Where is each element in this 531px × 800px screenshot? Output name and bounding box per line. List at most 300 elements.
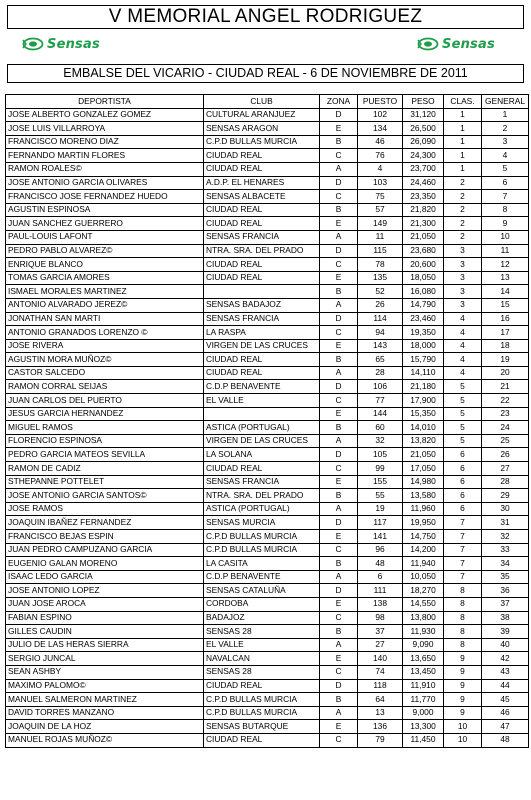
cell-puesto: 28 xyxy=(358,366,403,380)
cell-clas: 10 xyxy=(444,720,482,734)
cell-peso: 14,200 xyxy=(403,543,444,557)
table-row xyxy=(6,584,529,598)
cell-zona: A xyxy=(320,570,358,584)
cell-clas: 4 xyxy=(444,339,482,353)
cell-peso: 13,820 xyxy=(403,434,444,448)
cell-deportista: PEDRO PABLO ALVAREZ© xyxy=(6,244,204,258)
table-row xyxy=(6,475,529,489)
cell-club: CIUDAD REAL xyxy=(204,366,320,380)
cell-club: BADAJOZ xyxy=(204,611,320,625)
cell-zona: C xyxy=(320,665,358,679)
cell-zona: D xyxy=(320,584,358,598)
cell-clas: 2 xyxy=(444,176,482,190)
cell-clas: 4 xyxy=(444,353,482,367)
cell-peso: 18,050 xyxy=(403,271,444,285)
cell-peso: 15,350 xyxy=(403,407,444,421)
cell-clas: 1 xyxy=(444,122,482,136)
cell-peso: 21,820 xyxy=(403,203,444,217)
cell-zona: B xyxy=(320,693,358,707)
cell-peso: 23,680 xyxy=(403,244,444,258)
cell-general: 13 xyxy=(482,271,529,285)
cell-deportista: JOSE LUIS VILLARROYA xyxy=(6,122,204,136)
cell-club: ASTICA (PORTUGAL) xyxy=(204,502,320,516)
cell-peso: 24,460 xyxy=(403,176,444,190)
cell-general: 44 xyxy=(482,679,529,693)
cell-club: NAVALCAN xyxy=(204,652,320,666)
cell-deportista: JOSE RIVERA xyxy=(6,339,204,353)
cell-puesto: 155 xyxy=(358,475,403,489)
cell-puesto: 4 xyxy=(358,162,403,176)
cell-peso: 16,080 xyxy=(403,285,444,299)
table-row xyxy=(6,421,529,435)
event-subtitle: EMBALSE DEL VICARIO - CIUDAD REAL - 6 DE NOVIEMBRE DE 2011 xyxy=(7,64,524,83)
cell-peso: 10,050 xyxy=(403,570,444,584)
cell-peso: 18,270 xyxy=(403,584,444,598)
cell-deportista: JOAQUIN IBAÑEZ FERNANDEZ xyxy=(6,516,204,530)
cell-clas: 3 xyxy=(444,244,482,258)
table-row xyxy=(6,258,529,272)
cell-puesto: 55 xyxy=(358,489,403,503)
cell-club: CIUDAD REAL xyxy=(204,462,320,476)
cell-club: CIUDAD REAL xyxy=(204,162,320,176)
cell-clas: 3 xyxy=(444,285,482,299)
cell-deportista: JULIO DE LAS HERAS SIERRA xyxy=(6,638,204,652)
table-row xyxy=(6,285,529,299)
cell-clas: 2 xyxy=(444,190,482,204)
cell-zona: B xyxy=(320,135,358,149)
table-row xyxy=(6,516,529,530)
cell-peso: 21,050 xyxy=(403,448,444,462)
cell-club: A.D.P. EL HENARES xyxy=(204,176,320,190)
cell-zona: A xyxy=(320,502,358,516)
cell-peso: 17,050 xyxy=(403,462,444,476)
cell-deportista: MIGUEL RAMOS xyxy=(6,421,204,435)
cell-zona: B xyxy=(320,421,358,435)
cell-deportista: FABIAN ESPINO xyxy=(6,611,204,625)
cell-clas: 9 xyxy=(444,652,482,666)
cell-puesto: 57 xyxy=(358,203,403,217)
cell-club: LA SOLANA xyxy=(204,448,320,462)
cell-deportista: ENRIQUE BLANCO xyxy=(6,258,204,272)
cell-zona: A xyxy=(320,638,358,652)
page-title: V MEMORIAL ANGEL RODRIGUEZ xyxy=(7,5,524,29)
cell-clas: 6 xyxy=(444,475,482,489)
cell-clas: 7 xyxy=(444,530,482,544)
cell-puesto: 98 xyxy=(358,611,403,625)
table-row xyxy=(6,543,529,557)
cell-general: 16 xyxy=(482,312,529,326)
column-header-deportista: DEPORTISTA xyxy=(6,95,204,109)
column-header-zona: ZONA xyxy=(320,95,358,109)
cell-puesto: 134 xyxy=(358,122,403,136)
cell-puesto: 96 xyxy=(358,543,403,557)
cell-puesto: 105 xyxy=(358,448,403,462)
cell-general: 26 xyxy=(482,448,529,462)
cell-peso: 19,950 xyxy=(403,516,444,530)
cell-club: SENSAS 28 xyxy=(204,665,320,679)
cell-zona: B xyxy=(320,489,358,503)
cell-club: ASTICA (PORTUGAL) xyxy=(204,421,320,435)
cell-puesto: 79 xyxy=(358,733,403,747)
cell-clas: 8 xyxy=(444,597,482,611)
cell-deportista: JESUS GARCIA HERNANDEZ xyxy=(6,407,204,421)
cell-clas: 8 xyxy=(444,638,482,652)
table-row xyxy=(6,312,529,326)
cell-general: 31 xyxy=(482,516,529,530)
cell-deportista: GILLES CAUDIN xyxy=(6,625,204,639)
cell-zona: D xyxy=(320,244,358,258)
cell-club: SENSAS MURCIA xyxy=(204,516,320,530)
cell-general: 17 xyxy=(482,326,529,340)
cell-clas: 5 xyxy=(444,434,482,448)
column-header-peso: PESO xyxy=(403,95,444,109)
cell-general: 3 xyxy=(482,135,529,149)
cell-zona: E xyxy=(320,530,358,544)
cell-deportista: PEDRO GARCIA MATEOS SEVILLA xyxy=(6,448,204,462)
cell-deportista: CASTOR SALCEDO xyxy=(6,366,204,380)
cell-zona: E xyxy=(320,652,358,666)
cell-club: CIUDAD REAL xyxy=(204,217,320,231)
cell-deportista: JUAN PEDRO CAMPUZANO GARCIA xyxy=(6,543,204,557)
cell-general: 21 xyxy=(482,380,529,394)
table-row xyxy=(6,448,529,462)
cell-puesto: 65 xyxy=(358,353,403,367)
cell-zona: A xyxy=(320,706,358,720)
cell-general: 15 xyxy=(482,298,529,312)
cell-deportista: FRANCISCO JOSE FERNANDEZ HUEDO xyxy=(6,190,204,204)
cell-puesto: 77 xyxy=(358,394,403,408)
cell-deportista: RAMON CORRAL SEIJAS xyxy=(6,380,204,394)
cell-clas: 8 xyxy=(444,625,482,639)
cell-club: SENSAS ALBACETE xyxy=(204,190,320,204)
table-row xyxy=(6,135,529,149)
table-row xyxy=(6,230,529,244)
cell-puesto: 143 xyxy=(358,339,403,353)
cell-zona: B xyxy=(320,203,358,217)
table-row xyxy=(6,298,529,312)
table-row xyxy=(6,733,529,747)
cell-puesto: 75 xyxy=(358,190,403,204)
cell-general: 5 xyxy=(482,162,529,176)
table-row xyxy=(6,203,529,217)
cell-puesto: 48 xyxy=(358,557,403,571)
cell-puesto: 78 xyxy=(358,258,403,272)
cell-general: 35 xyxy=(482,570,529,584)
cell-club: C.P.D BULLAS MURCIA xyxy=(204,135,320,149)
cell-puesto: 140 xyxy=(358,652,403,666)
cell-deportista: FLORENCIO ESPINOSA xyxy=(6,434,204,448)
cell-zona: E xyxy=(320,271,358,285)
cell-club: C.P.D BULLAS MURCIA xyxy=(204,706,320,720)
sensas-logo-right xyxy=(417,36,495,52)
table-row xyxy=(6,557,529,571)
column-header-general: GENERAL xyxy=(482,95,529,109)
cell-peso: 14,550 xyxy=(403,597,444,611)
cell-club: SENSAS FRANCIA xyxy=(204,312,320,326)
cell-clas: 10 xyxy=(444,733,482,747)
cell-deportista: JUAN CARLOS DEL PUERTO xyxy=(6,394,204,408)
fish-logo-icon xyxy=(22,37,44,51)
cell-club: CIUDAD REAL xyxy=(204,271,320,285)
cell-deportista: TOMAS GARCIA AMORES xyxy=(6,271,204,285)
cell-deportista: ANTONIO GRANADOS LORENZO © xyxy=(6,326,204,340)
cell-clas: 2 xyxy=(444,230,482,244)
cell-zona: C xyxy=(320,394,358,408)
cell-clas: 7 xyxy=(444,570,482,584)
cell-deportista: MAXIMO PALOMO© xyxy=(6,679,204,693)
cell-puesto: 32 xyxy=(358,434,403,448)
cell-deportista: AGUSTIN MORA MUÑOZ© xyxy=(6,353,204,367)
table-row xyxy=(6,502,529,516)
cell-general: 19 xyxy=(482,353,529,367)
cell-club: SENSAS CATALUÑA xyxy=(204,584,320,598)
cell-general: 12 xyxy=(482,258,529,272)
cell-club: CIUDAD REAL xyxy=(204,679,320,693)
cell-zona: B xyxy=(320,557,358,571)
cell-general: 20 xyxy=(482,366,529,380)
cell-peso: 11,910 xyxy=(403,679,444,693)
cell-general: 36 xyxy=(482,584,529,598)
cell-peso: 11,960 xyxy=(403,502,444,516)
cell-club: LA RASPA xyxy=(204,326,320,340)
cell-club: SENSAS 28 xyxy=(204,625,320,639)
cell-deportista: STHEPANNE POTTELET xyxy=(6,475,204,489)
cell-deportista: JUAN SANCHEZ GUERRERO xyxy=(6,217,204,231)
table-row xyxy=(6,394,529,408)
cell-peso: 24,300 xyxy=(403,149,444,163)
cell-general: 2 xyxy=(482,122,529,136)
cell-clas: 6 xyxy=(444,502,482,516)
cell-general: 43 xyxy=(482,665,529,679)
table-row xyxy=(6,162,529,176)
cell-peso: 17,900 xyxy=(403,394,444,408)
cell-zona: E xyxy=(320,720,358,734)
cell-general: 7 xyxy=(482,190,529,204)
cell-puesto: 106 xyxy=(358,380,403,394)
table-row xyxy=(6,665,529,679)
cell-club: CIUDAD REAL xyxy=(204,149,320,163)
cell-puesto: 117 xyxy=(358,516,403,530)
cell-puesto: 74 xyxy=(358,665,403,679)
cell-zona: C xyxy=(320,326,358,340)
cell-clas: 1 xyxy=(444,108,482,122)
cell-puesto: 46 xyxy=(358,135,403,149)
table-row xyxy=(6,720,529,734)
cell-general: 18 xyxy=(482,339,529,353)
cell-puesto: 26 xyxy=(358,298,403,312)
table-row xyxy=(6,108,529,122)
cell-general: 34 xyxy=(482,557,529,571)
table-row xyxy=(6,380,529,394)
cell-general: 11 xyxy=(482,244,529,258)
cell-puesto: 13 xyxy=(358,706,403,720)
cell-general: 33 xyxy=(482,543,529,557)
cell-deportista: JUAN JOSE AROCA xyxy=(6,597,204,611)
cell-zona: B xyxy=(320,625,358,639)
cell-puesto: 103 xyxy=(358,176,403,190)
cell-zona: D xyxy=(320,380,358,394)
cell-peso: 23,350 xyxy=(403,190,444,204)
cell-clas: 2 xyxy=(444,217,482,231)
results-table xyxy=(5,94,529,748)
cell-club: C.D.P BENAVENTE xyxy=(204,380,320,394)
table-row xyxy=(6,693,529,707)
cell-deportista: JONATHAN SAN MARTI xyxy=(6,312,204,326)
cell-peso: 11,770 xyxy=(403,693,444,707)
cell-zona: E xyxy=(320,122,358,136)
cell-club: SENSAS ARAGON xyxy=(204,122,320,136)
cell-peso: 13,450 xyxy=(403,665,444,679)
cell-peso: 13,800 xyxy=(403,611,444,625)
cell-club xyxy=(204,285,320,299)
cell-clas: 3 xyxy=(444,298,482,312)
column-header-club: CLUB xyxy=(204,95,320,109)
cell-general: 9 xyxy=(482,217,529,231)
cell-zona: B xyxy=(320,353,358,367)
table-row xyxy=(6,149,529,163)
cell-deportista: EUGENIO GALAN MORENO xyxy=(6,557,204,571)
column-header-clas: CLAS. xyxy=(444,95,482,109)
cell-puesto: 76 xyxy=(358,149,403,163)
cell-peso: 15,790 xyxy=(403,353,444,367)
cell-general: 45 xyxy=(482,693,529,707)
table-row xyxy=(6,339,529,353)
cell-puesto: 136 xyxy=(358,720,403,734)
table-header-row xyxy=(6,95,529,109)
cell-peso: 23,700 xyxy=(403,162,444,176)
cell-clas: 8 xyxy=(444,611,482,625)
cell-peso: 19,350 xyxy=(403,326,444,340)
table-row xyxy=(6,652,529,666)
cell-peso: 14,750 xyxy=(403,530,444,544)
cell-club: C.P.D BULLAS MURCIA xyxy=(204,530,320,544)
cell-peso: 14,980 xyxy=(403,475,444,489)
table-row xyxy=(6,706,529,720)
cell-general: 28 xyxy=(482,475,529,489)
cell-puesto: 99 xyxy=(358,462,403,476)
cell-puesto: 149 xyxy=(358,217,403,231)
cell-puesto: 115 xyxy=(358,244,403,258)
cell-peso: 21,180 xyxy=(403,380,444,394)
cell-club: CULTURAL ARANJUEZ xyxy=(204,108,320,122)
cell-zona: D xyxy=(320,176,358,190)
cell-puesto: 114 xyxy=(358,312,403,326)
table-row xyxy=(6,176,529,190)
cell-zona: A xyxy=(320,366,358,380)
cell-club: NTRA. SRA. DEL PRADO xyxy=(204,244,320,258)
column-header-puesto: PUESTO xyxy=(358,95,403,109)
fish-logo-icon xyxy=(417,37,439,51)
cell-clas: 1 xyxy=(444,149,482,163)
table-row xyxy=(6,625,529,639)
cell-club: C.P.D BULLAS MURCIA xyxy=(204,543,320,557)
cell-club: C.D.P BENAVENTE xyxy=(204,570,320,584)
cell-clas: 2 xyxy=(444,203,482,217)
cell-zona: C xyxy=(320,462,358,476)
cell-deportista: JOSE ANTONIO GARCIA SANTOS© xyxy=(6,489,204,503)
cell-zona: B xyxy=(320,285,358,299)
cell-zona: C xyxy=(320,190,358,204)
cell-deportista: RAMON ROALES© xyxy=(6,162,204,176)
cell-clas: 9 xyxy=(444,693,482,707)
cell-deportista: ANTONIO ALVARADO JEREZ© xyxy=(6,298,204,312)
cell-peso: 14,010 xyxy=(403,421,444,435)
cell-deportista: JOAQUIN DE LA HOZ xyxy=(6,720,204,734)
cell-puesto: 11 xyxy=(358,230,403,244)
cell-zona: A xyxy=(320,298,358,312)
cell-deportista: MANUEL ROJAS MUÑOZ© xyxy=(6,733,204,747)
cell-zona: D xyxy=(320,108,358,122)
cell-club: VIRGEN DE LAS CRUCES xyxy=(204,434,320,448)
cell-puesto: 118 xyxy=(358,679,403,693)
cell-general: 25 xyxy=(482,434,529,448)
cell-peso: 13,580 xyxy=(403,489,444,503)
cell-zona: D xyxy=(320,312,358,326)
cell-club: SENSAS FRANCIA xyxy=(204,475,320,489)
table-row xyxy=(6,679,529,693)
cell-clas: 8 xyxy=(444,584,482,598)
cell-general: 4 xyxy=(482,149,529,163)
cell-clas: 1 xyxy=(444,162,482,176)
cell-zona: A xyxy=(320,230,358,244)
cell-deportista: JOSE ANTONIO GARCIA OLIVARES xyxy=(6,176,204,190)
cell-zona: C xyxy=(320,258,358,272)
cell-clas: 5 xyxy=(444,380,482,394)
cell-club: SENSAS FRANCIA xyxy=(204,230,320,244)
cell-club: NTRA. SRA. DEL PRADO xyxy=(204,489,320,503)
brand-name: Sensas xyxy=(47,36,100,52)
table-row xyxy=(6,462,529,476)
cell-club: VIRGEN DE LAS CRUCES xyxy=(204,339,320,353)
cell-club: SENSAS BUTARQUE xyxy=(204,720,320,734)
brand-name: Sensas xyxy=(442,36,495,52)
table-row xyxy=(6,122,529,136)
cell-zona: E xyxy=(320,339,358,353)
cell-general: 48 xyxy=(482,733,529,747)
cell-clas: 5 xyxy=(444,421,482,435)
cell-clas: 3 xyxy=(444,271,482,285)
cell-puesto: 102 xyxy=(358,108,403,122)
cell-general: 8 xyxy=(482,203,529,217)
cell-puesto: 52 xyxy=(358,285,403,299)
cell-puesto: 138 xyxy=(358,597,403,611)
cell-deportista: JOSE ANTONIO LOPEZ xyxy=(6,584,204,598)
cell-puesto: 111 xyxy=(358,584,403,598)
cell-deportista: FRANCISCO BEJAS ESPIN xyxy=(6,530,204,544)
cell-clas: 9 xyxy=(444,679,482,693)
cell-zona: D xyxy=(320,448,358,462)
cell-clas: 9 xyxy=(444,665,482,679)
cell-deportista: ISMAEL MORALES MARTINEZ xyxy=(6,285,204,299)
table-row xyxy=(6,597,529,611)
cell-club: CIUDAD REAL xyxy=(204,353,320,367)
cell-puesto: 6 xyxy=(358,570,403,584)
table-row xyxy=(6,570,529,584)
cell-peso: 23,460 xyxy=(403,312,444,326)
cell-peso: 11,450 xyxy=(403,733,444,747)
cell-zona: E xyxy=(320,475,358,489)
table-row xyxy=(6,366,529,380)
cell-club: EL VALLE xyxy=(204,394,320,408)
cell-club: CIUDAD REAL xyxy=(204,203,320,217)
cell-clas: 4 xyxy=(444,326,482,340)
table-row xyxy=(6,271,529,285)
table-row xyxy=(6,530,529,544)
cell-zona: C xyxy=(320,543,358,557)
cell-zona: C xyxy=(320,611,358,625)
cell-zona: A xyxy=(320,434,358,448)
cell-club: C.P.D BULLAS MURCIA xyxy=(204,693,320,707)
